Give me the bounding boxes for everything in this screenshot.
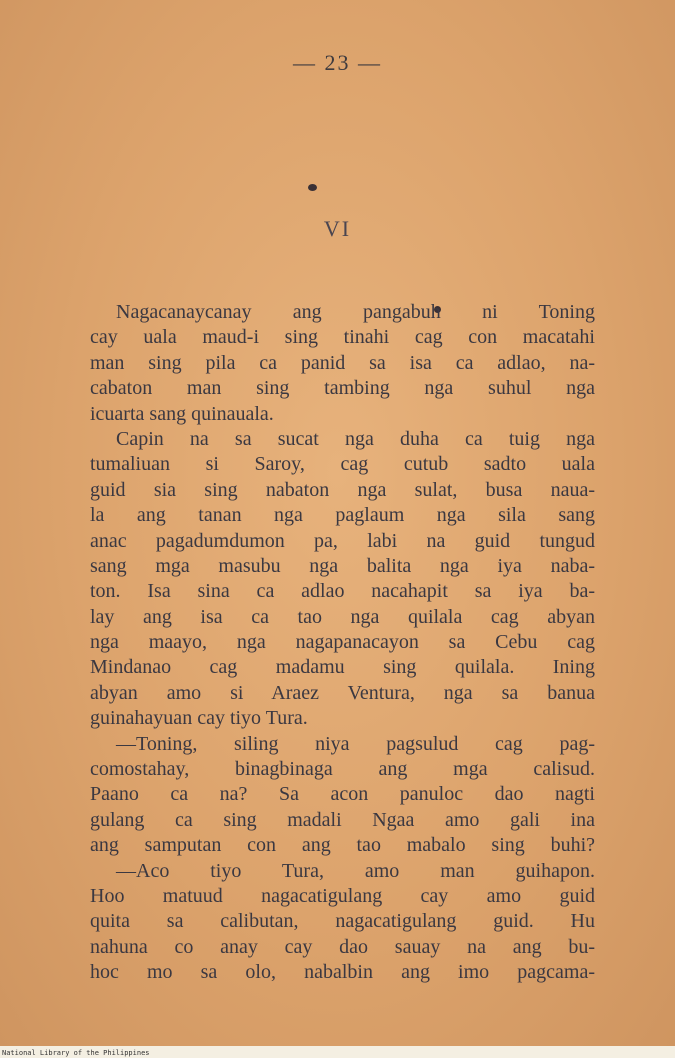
text-line: guinahayuan cay tiyo Tura.	[90, 707, 308, 730]
paragraph	[90, 732, 595, 859]
text-line: Paano ca na? Sa acon panuloc dao nagti	[90, 783, 595, 806]
text-line: sang mga masubu nga balita nga iya naba-	[90, 554, 595, 577]
text-line: man sing pila ca panid sa isa ca adlao, na-	[90, 351, 595, 374]
page-number: — 23 —	[293, 50, 382, 75]
text-line: guid sia sing nabaton nga sulat, busa naua-	[90, 478, 595, 501]
text-line: gulang ca sing madali Ngaa amo gali ina	[90, 808, 595, 831]
chapter-heading: VI	[323, 216, 352, 241]
text-line: abyan amo si Araez Ventura, nga sa banua	[90, 681, 595, 704]
text-line: Mindanao cag madamu sing quilala. Ining	[90, 656, 595, 679]
paragraph	[90, 300, 595, 427]
paragraph	[90, 427, 595, 732]
text-line: anac pagadumdumon pa, labi na guid tungud	[90, 529, 595, 552]
text-line: —Toning, siling niya pagsulud cag pag-	[116, 732, 595, 755]
text-line: nahuna co anay cay dao sauay na ang bu-	[90, 935, 595, 958]
text-line: Hoo matuud nagacatigulang cay amo guid	[90, 884, 595, 907]
text-line: tumaliuan si Saroy, cag cutub sadto uala	[90, 453, 595, 476]
body-text	[90, 300, 595, 986]
text-line: nga maayo, nga nagapanacayon sa Cebu cag	[90, 631, 595, 654]
text-line: Nagacanaycanay ang pangabuh ni Toning	[116, 301, 595, 323]
text-line: la ang tanan nga paglaum nga sila sang	[90, 504, 595, 527]
text-line: comostahay, binagbinaga ang mga calisud.	[90, 758, 595, 781]
footer-credit: National Library of the Philippines	[2, 1049, 150, 1057]
text-line: ang samputan con ang tao mabalo sing buhi?	[90, 834, 595, 857]
ink-speck	[308, 184, 317, 191]
text-line: ton. Isa sina ca adlao nacahapit sa iya ba-	[90, 580, 595, 603]
text-line: lay ang isa ca tao nga quilala cag abyan	[90, 605, 595, 628]
text-line: hoc mo sa olo, nabalbin ang imo pagcama-	[90, 961, 595, 984]
text-line: quita sa calibutan, nagacatigulang guid. Hu	[90, 910, 595, 933]
text-line: icuarta sang quinauala.	[90, 402, 274, 425]
paragraph	[90, 859, 595, 986]
text-line: Capin na sa sucat nga duha ca tuig nga	[116, 427, 595, 450]
text-line: cay uala maud-i sing tinahi cag con macatahi	[90, 326, 595, 349]
text-line: cabaton man sing tambing nga suhul nga	[90, 377, 595, 400]
text-line: —Aco tiyo Tura, amo man guihapon.	[116, 859, 595, 882]
